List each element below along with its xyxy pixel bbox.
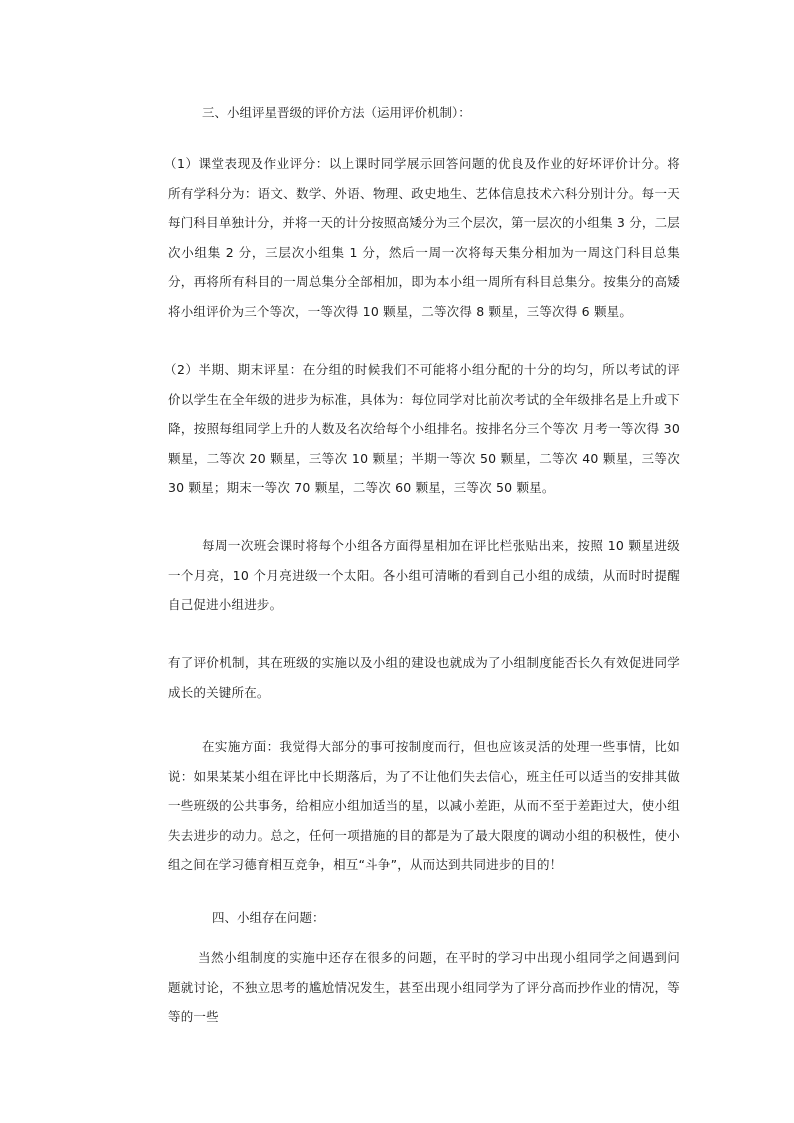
paragraph-problems-intro: 当然小组制度的实施中还存在很多的问题，在平时的学习中出现小组同学之间遇到问题就讨论，不独立思考的尴尬情况发生，甚至出现小组同学为了评分高而抄作业的情况，等等的一些 — [168, 950, 680, 1024]
section-3-heading: 三、小组评星晋级的评价方法（运用评价机制）： — [202, 105, 471, 120]
paragraph-evaluation-mechanism: 有了评价机制，其在班级的实施以及小组的建设也就成为了小组制度能否长久有效促进同学成长的关键所在。 — [168, 655, 680, 700]
paragraph-classroom-scoring: （1）课堂表现及作业评分：以上课时同学展示回答问题的优良及作业的好坏评价计分。将所有学科分为：语文、数学、外语、物理、政史地生、艺体信息技术六科分别计分。每一天每门科目单独计分，并将一天的计分按照高矮分为三个层次，第一层次的小组集 3 分，二层次小组集 2 分，三层次小组集 1 分，然后一周一次将每天集分相加为一周这门科目总集分，再将所有科目的一周总集分全部相加，即为本小组一周所有科目总集分。按集分的高矮将小组评价为三个等次，一等次得 10 颗星，二等次得 8 颗星，三等次得 6 颗星。 — [164, 156, 680, 319]
paragraph-weekly-summary: 每周一次班会课时将每个小组各方面得星相加在评比栏张贴出来，按照 10 颗星进级一个月亮，10 个月亮进级一个太阳。各小组可清晰的看到自己小组的成绩，从而时时提醒自己促进小组进步。 — [168, 538, 680, 612]
section-4-heading: 四、小组存在问题： — [212, 910, 325, 925]
paragraph-exam-scoring: （2）半期、期末评星：在分组的时候我们不可能将小组分配的十分的均匀，所以考试的评价以学生在全年级的进步为标准，具体为：每位同学对比前次考试的全年级排名是上升或下降，按照每组同学上升的人数及名次给每个小组排名。按排名分三个等次 月考一等次得 30 颗星，二等次 20 颗星，三等次 10 颗星；半期一等次 50 颗星，二等次 40 颗星，三等次 30 颗星；期末一等次 70 颗星，二等次 60 颗星，三等次 50 颗星。 — [164, 362, 680, 495]
paragraph-implementation: 在实施方面：我觉得大部分的事可按制度而行，但也应该灵活的处理一些事情，比如说：如果某某小组在评比中长期落后，为了不让他们失去信心，班主任可以适当的安排其做一些班级的公共事务，给相应小组加适当的星，以减小差距，从而不至于差距过大，使小组失去进步的动力。总之，任何一项措施的目的都是为了最大限度的调动小组的积极性，使小组之间在学习德育相互竞争，相互“斗争”，从而达到共同进步的目的！ — [168, 739, 680, 872]
